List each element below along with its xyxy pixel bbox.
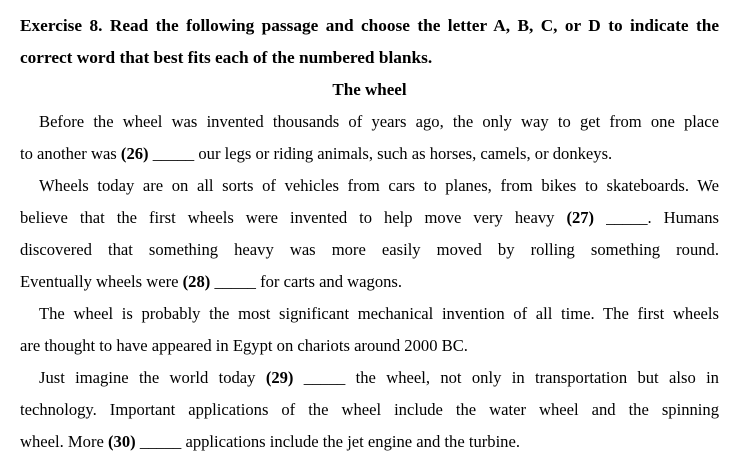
p2-line-3: discovered that something heavy was more easily moved by rolling something round. <box>20 240 719 259</box>
paragraph-2 <box>20 170 719 298</box>
p4-line-3-text-a: wheel. More <box>20 432 109 451</box>
p3-line-1: The wheel is probably the most significant mechanical invention of all time. The first wheels <box>39 304 719 323</box>
p3-line-2: are thought to have appeared in Egypt on chariots around 2000 BC. <box>20 336 468 355</box>
p1-line-2-text-a: to another was <box>20 144 121 163</box>
p2-line-2-text-b: _____. Humans <box>594 208 719 227</box>
p2-line-1: Wheels today are on all sorts of vehicles from cars to planes, from bikes to skateboards. We <box>39 176 719 195</box>
p4-line-1 <box>20 362 719 394</box>
p4-line-2: technology. Important applications of the wheel include the water wheel and the spinning <box>20 400 719 419</box>
p1-line-2 <box>20 138 719 170</box>
p2-line-4-text-b: _____ for carts and wagons. <box>210 272 403 291</box>
blank-28-number: (28) <box>182 272 211 291</box>
exercise-heading <box>20 10 719 74</box>
paragraph-4 <box>20 362 719 458</box>
paragraph-1 <box>20 106 719 170</box>
blank-27-number: (27) <box>566 208 595 227</box>
p4-line-3 <box>20 426 719 458</box>
heading-line-1: Exercise 8. Read the following passage and choose the letter A, B, C, or D to indicate the <box>20 16 719 35</box>
p2-line-4-text-a: Eventually wheels were <box>20 272 183 291</box>
p4-line-1-text-b: _____ the wheel, not only in transportation but also in <box>293 368 719 387</box>
p2-line-4 <box>20 266 719 298</box>
p4-line-3-text-b: _____ applications include the jet engine and the turbine. <box>135 432 520 451</box>
p4-line-1-text-a: Just imagine the world today <box>39 368 266 387</box>
blank-26-number: (26) <box>120 144 149 163</box>
passage-title: The wheel <box>332 80 407 99</box>
paragraph-3 <box>20 298 719 362</box>
blank-30-number: (30) <box>108 432 136 451</box>
blank-29-number: (29) <box>265 368 294 387</box>
p2-line-2 <box>20 202 719 234</box>
p1-line-2-text-b: _____ our legs or riding animals, such as horses, camels, or donkeys. <box>148 144 613 163</box>
heading-line-2: correct word that best fits each of the numbered blanks. <box>20 48 433 67</box>
p2-line-2-text-a: believe that the first wheels were invented to help move very heavy <box>20 208 567 227</box>
p1-line-1: Before the wheel was invented thousands of years ago, the only way to get from one place <box>39 112 719 131</box>
